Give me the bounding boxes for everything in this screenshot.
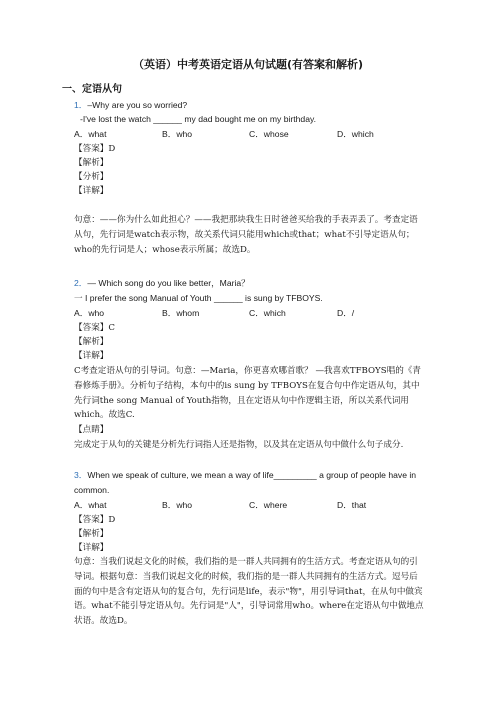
- q1-explanation: 句意：——你为什么如此担心？——我把那块我生日时爸爸买给我的手表弄丢了。考查定语从句，先行词是watch表示物，故关系代词只能用which或that；what不引导定语从句；who的先行词是人；whose表示所属；故选D。: [74, 215, 418, 255]
- q2-option-c: C．which: [249, 308, 286, 318]
- q1-option-c: C．whose: [249, 129, 289, 139]
- q1-option-d: D．which: [337, 129, 374, 139]
- q1-line2: -I've lost the watch ______ my dad bought me on my birthday.: [80, 114, 317, 124]
- q3-option-a: A．what: [74, 500, 107, 510]
- q2-option-a: A．who: [74, 308, 105, 318]
- q2-xiangjie: 【详解】: [74, 351, 109, 361]
- document-title: （英语）中考英语定语从句试题(有答案和解析): [132, 58, 364, 71]
- q2-answer: 【答案】C: [74, 323, 115, 333]
- q1-number: 1．: [74, 100, 88, 110]
- q3-jiexi: 【解析】: [74, 529, 109, 539]
- q1-xiangjie: 【详解】: [74, 186, 109, 196]
- q2-stem-text: — Which song do you like better，Maria？: [87, 278, 250, 288]
- q1-stem: [74, 98, 187, 112]
- q3-stem2: common.: [74, 485, 110, 495]
- q3-answer: 【答案】D: [74, 515, 116, 525]
- q2-jiexi: 【解析】: [74, 337, 109, 347]
- q2-stem: [74, 276, 250, 290]
- q2-line2: 一 I prefer the song Manual of Youth ______ is sung by TFBOYS.: [74, 293, 323, 303]
- q3-stem: [74, 468, 416, 482]
- q3-option-d: D．that: [337, 500, 367, 510]
- q1-answer: 【答案】D: [74, 144, 116, 154]
- q3-xiangjie: 【详解】: [74, 543, 109, 553]
- q3-explanation: 句意：当我们说起文化的时候，我们指的是一群人共同拥有的生活方式。考查定语从句的引导词。根据句意：当我们说起文化的时候，我们指的是一群人共同拥有的生活方式。逗号后面的句中是含有定语从句的复合句，先行词是life，表示"物"，用引导词that，在从句中做宾语。what不能引导定语从句。先行词是"人"，引导词常用who。where在定语从句中做地点状语。故选D。: [74, 557, 424, 627]
- q2-option-d: D．/: [337, 308, 355, 318]
- q3-option-b: B．who: [162, 500, 193, 510]
- q2-dianjing: 【点睛】: [74, 425, 109, 435]
- q1-jiexi: 【解析】: [74, 158, 109, 168]
- q2-number: 2．: [74, 278, 88, 288]
- q3-option-c: C．where: [249, 500, 288, 510]
- q2-option-b: B．whom: [162, 308, 200, 318]
- section-heading: 一、定语从句: [62, 84, 122, 95]
- q1-option-b: B．who: [162, 129, 193, 139]
- q1-fenxi: 【分析】: [74, 172, 109, 182]
- q2-dianjing-text: 完成定于从句的关键是分析先行词指人还是指物，以及其在定语从句中做什么句子成分.: [74, 440, 404, 450]
- q3-number: 3．: [74, 470, 88, 480]
- q3-stem-text: When we speak of culture, we mean a way of life_________ a group of people have in: [87, 470, 417, 480]
- q1-stem-text: –Why are you so worried?: [87, 100, 188, 110]
- q1-option-a: A．what: [74, 129, 107, 139]
- q2-explanation: C考查定语从句的引导词。句意：—Maria，你更喜欢哪首歌？ —我喜欢TFBOYS唱的《青春修炼手册》。分析句子结构，本句中的is sung by TFBOYS在复合句中作定语从句，其中先行词the song Manual of Youth指物，且在定语从句中作逻辑主语，所以关系代词用which。故选C.: [74, 366, 421, 421]
